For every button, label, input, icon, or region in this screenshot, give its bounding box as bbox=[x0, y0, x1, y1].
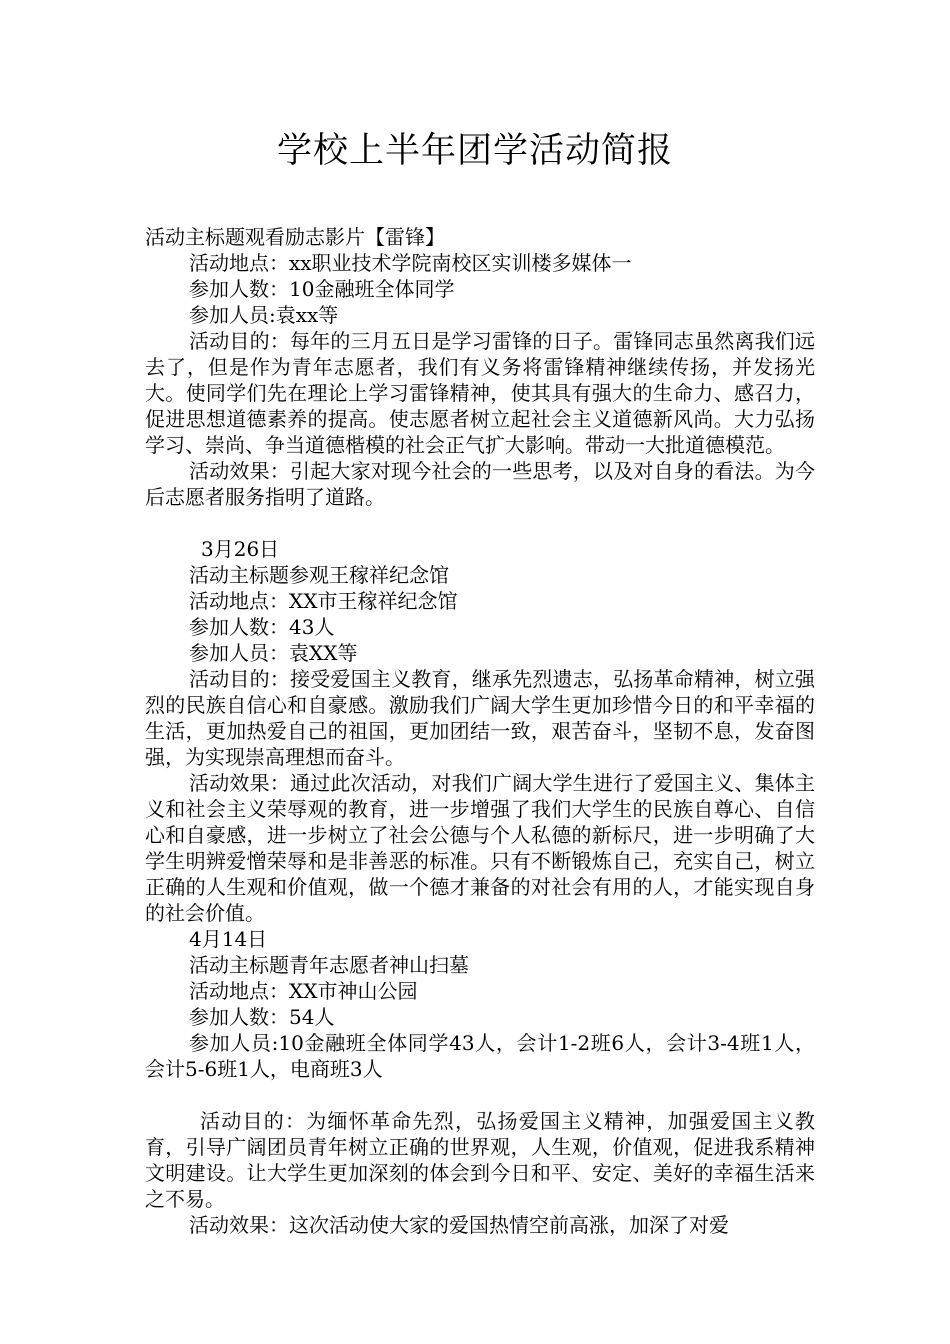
section2-people: 参加人员：袁XX等 bbox=[189, 641, 358, 665]
document-body bbox=[145, 224, 815, 1238]
section2-count: 参加人数：43人 bbox=[189, 615, 335, 639]
section1-location: 活动地点：xx职业技术学院南校区实训楼多媒体一 bbox=[189, 251, 632, 275]
document-title: 学校上半年团学活动简报 bbox=[276, 131, 673, 171]
section2-subject: 活动主标题参观王稼祥纪念馆 bbox=[189, 563, 449, 587]
section2-date: 3月26日 bbox=[201, 537, 280, 561]
section1-count: 参加人数：10金融班全体同学 bbox=[189, 277, 455, 301]
section2-location: 活动地点：XX市王稼祥纪念馆 bbox=[189, 589, 458, 613]
section1-effect: 活动效果：引起大家对现今社会的一些思考，以及对自身的看法。为今后志愿者服务指明了道路。 bbox=[145, 459, 815, 509]
section3-people: 参加人员:10金融班全体同学43人，会计1-2班6人，会计3-4班1人，会计5-6班1人，电商班3人 bbox=[145, 1031, 815, 1081]
section3-subject: 活动主标题青年志愿者神山扫墓 bbox=[189, 953, 469, 977]
section2-purpose: 活动目的：接受爱国主义教育，继承先烈遗志，弘扬革命精神，树立强烈的民族自信心和自豪感。激励我们广阔大学生更加珍惜今日的和平幸福的生活，更加热爱自己的祖国，更加团结一致，艰苦奋斗，坚韧不息，发奋图强，为实现崇高理想而奋斗。 bbox=[145, 667, 815, 769]
section2-effect: 活动效果：通过此次活动，对我们广阔大学生进行了爱国主义、集体主义和社会主义荣辱观的教育，进一步增强了我们大学生的民族自尊心、自信心和自豪感，进一步树立了社会公德与个人私德的新标尺，进一步明确了大学生明辨爱憎荣辱和是非善恶的标准。只有不断锻炼自己，充实自己，树立正确的人生观和价值观，做一个德才兼备的对社会有用的人，才能实现自身的社会价值。 bbox=[145, 771, 815, 925]
section3-count: 参加人数：54人 bbox=[189, 1005, 335, 1029]
spacer bbox=[145, 1082, 815, 1108]
section3-purpose: 活动目的：为缅怀革命先烈，弘扬爱国主义精神，加强爱国主义教育，引导广阔团员青年树立正确的世界观，人生观，价值观，促进我系精神文明建设。让大学生更加深刻的体会到今日和平、安定、美好的幸福生活来之不易。 bbox=[145, 1109, 815, 1211]
section3-location: 活动地点：XX市神山公园 bbox=[189, 979, 418, 1003]
section1-people: 参加人员:袁xx等 bbox=[189, 303, 339, 327]
section3-effect: 活动效果：这次活动使大家的爱国热情空前高涨，加深了对爱 bbox=[189, 1213, 729, 1237]
section1-purpose: 活动目的：每年的三月五日是学习雷锋的日子。雷锋同志虽然离我们远去了，但是作为青年志愿者，我们有义务将雷锋精神继续传扬，并发扬光大。使同学们先在理论上学习雷锋精神，使其具有强大的生命力、感召力，促进思想道德素养的提高。使志愿者树立起社会主义道德新风尚。大力弘扬学习、崇尚、争当道德楷模的社会正气扩大影响。带动一大批道德模范。 bbox=[145, 329, 815, 457]
section3-date: 4月14日 bbox=[189, 927, 268, 951]
spacer bbox=[145, 510, 815, 536]
section1-subject: 活动主标题观看励志影片【雷锋】 bbox=[145, 225, 445, 249]
